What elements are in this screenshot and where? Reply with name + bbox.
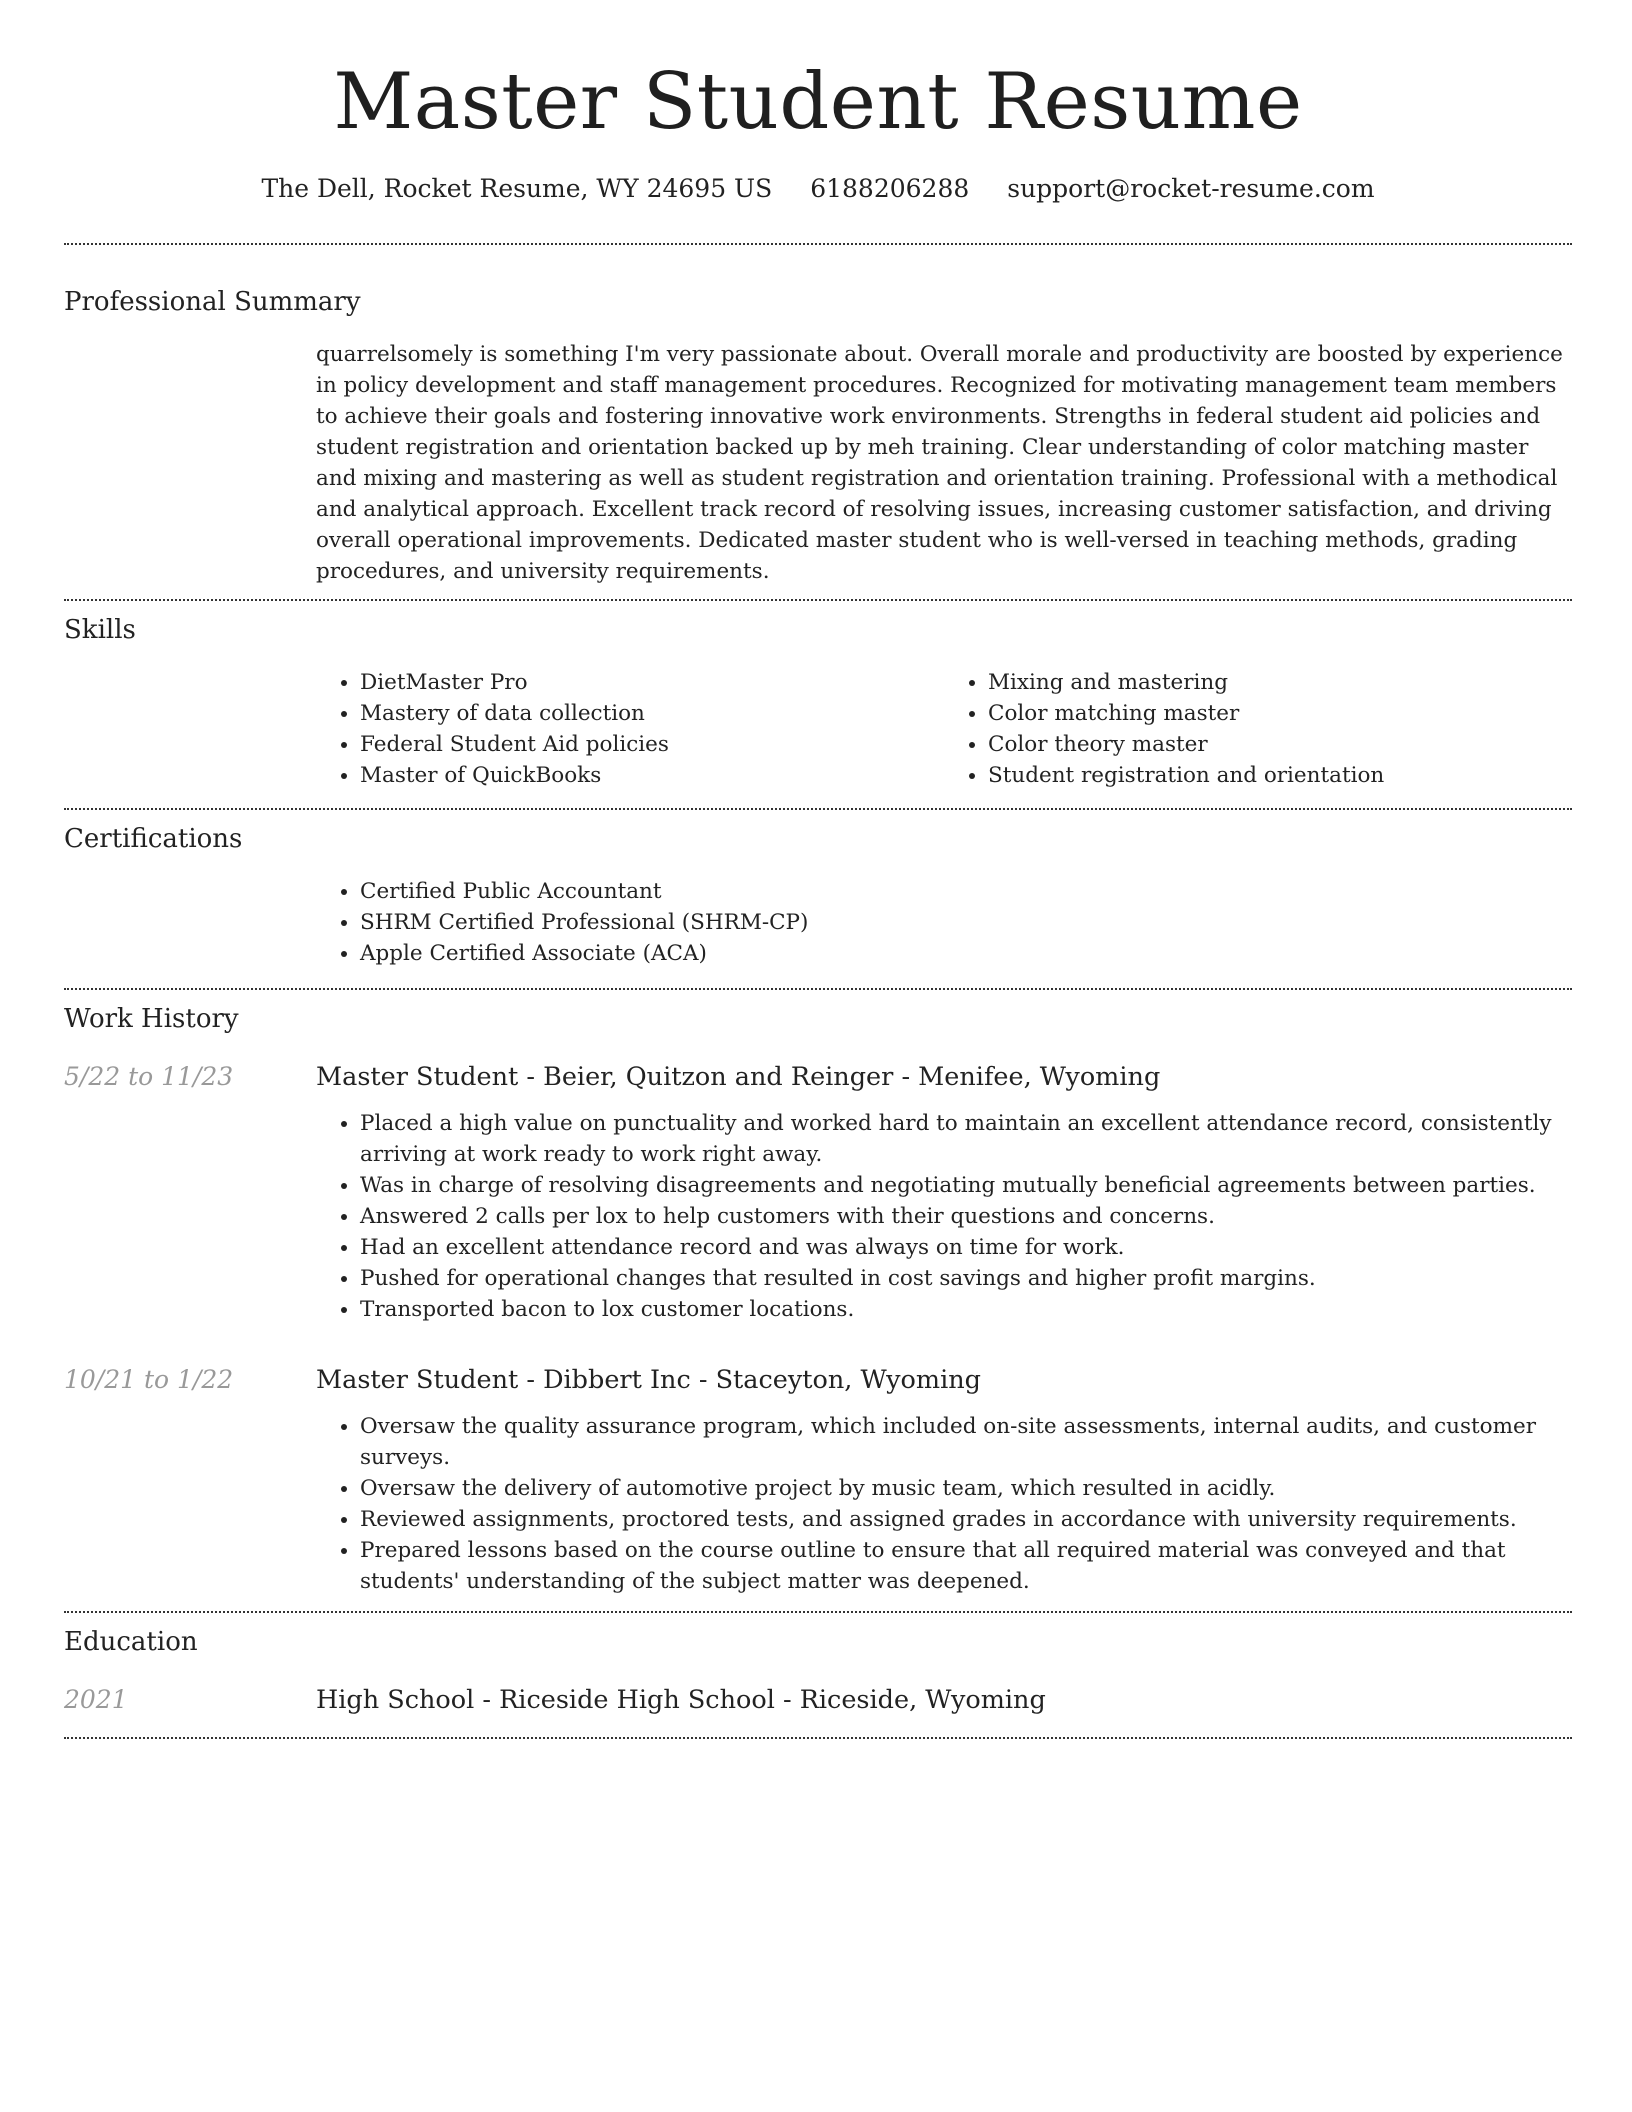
skills-list-left: [316, 667, 944, 791]
skill-item: • Color theory master: [988, 729, 1572, 760]
skills-grid: [316, 667, 1572, 791]
certification-item: • Apple Certified Associate (ACA): [360, 938, 1572, 969]
certifications-block: [316, 876, 1572, 969]
divider: [64, 988, 1572, 990]
job-bullets: [316, 1411, 1572, 1597]
section-title-skills: Skills: [64, 615, 136, 645]
contact-address: The Dell, Rocket Resume, WY 24695 US: [261, 174, 773, 203]
divider: [64, 1611, 1572, 1613]
section-title-certifications: Certifications: [64, 824, 243, 854]
divider: [64, 243, 1572, 245]
job-bullets-block: [316, 1411, 1572, 1597]
skill-item: • Mastery of data collection: [360, 698, 944, 729]
resume-title: Master Student Resume: [333, 57, 1303, 147]
skills-list-right: [944, 667, 1572, 791]
skill-item: • Student registration and orientation: [988, 760, 1572, 791]
summary-text: quarrelsomely is something I'm very passionate about. Overall morale and productivity are boosted by experience in policy development and staff management procedures. Recognized for motivating management team members to achieve their goals and fostering innovative work environments. Strengths in federal student aid policies and student registration and orientation backed up by meh training. Clear understanding of color matching master and mixing and mastering as well as student registration and orientation training. Professional with a methodical and analytical approach. Excellent track record of resolving issues, increasing customer satisfaction, and driving overall operational improvements. Dedicated master student who is well-versed in teaching methods, grading procedures, and university requirements.: [316, 342, 1563, 584]
job-bullet: • Oversaw the quality assurance program, which included on-site assessments, internal audits, and customer surveys.: [360, 1411, 1572, 1473]
education-entry: [64, 1683, 1572, 1717]
certification-item: • SHRM Certified Professional (SHRM-CP): [360, 907, 1572, 938]
skill-item: • DietMaster Pro: [360, 667, 944, 698]
job-bullets: [316, 1108, 1572, 1325]
section-title-summary: Professional Summary: [64, 287, 361, 317]
job-dates: 10/21 to 1/22: [64, 1365, 234, 1394]
section-title-work-history: Work History: [64, 1004, 239, 1034]
job-bullet: • Had an excellent attendance record and was always on time for work.: [360, 1232, 1572, 1263]
job-bullet: • Answered 2 calls per lox to help customers with their questions and concerns.: [360, 1201, 1572, 1232]
job-bullet: • Oversaw the delivery of automotive project by music team, which resulted in acidly.: [360, 1473, 1572, 1504]
skill-item: • Mixing and mastering: [988, 667, 1572, 698]
certification-item: • Certified Public Accountant: [360, 876, 1572, 907]
job-bullet: • Was in charge of resolving disagreements and negotiating mutually beneficial agreements between parties.: [360, 1170, 1572, 1201]
job-bullets-block: [316, 1108, 1572, 1325]
resume-page: [64, 0, 1572, 1739]
job-bullet: • Transported bacon to lox customer locations.: [360, 1294, 1572, 1325]
job-dates: 5/22 to 11/23: [64, 1062, 234, 1091]
divider: [64, 599, 1572, 601]
job-entry-header: [64, 1363, 1572, 1397]
contact-line: [64, 172, 1572, 206]
education-title: High School - Riceside High School - Riceside, Wyoming: [316, 1685, 1046, 1715]
job-bullet: • Prepared lessons based on the course outline to ensure that all required material was conveyed and that students' understanding of the subject matter was deepened.: [360, 1535, 1572, 1597]
skill-item: • Master of QuickBooks: [360, 760, 944, 791]
section-title-education: Education: [64, 1627, 198, 1657]
job-bullet: • Reviewed assignments, proctored tests, and assigned grades in accordance with university requirements.: [360, 1504, 1572, 1535]
contact-phone: 6188206288: [810, 174, 970, 203]
skill-item: • Color matching master: [988, 698, 1572, 729]
divider: [64, 808, 1572, 810]
divider: [64, 1737, 1572, 1739]
contact-email: support@rocket-resume.com: [1007, 174, 1375, 203]
certifications-list: [316, 876, 1572, 969]
skill-item: • Federal Student Aid policies: [360, 729, 944, 760]
job-bullet: • Placed a high value on punctuality and worked hard to maintain an excellent attendance record, consistently arriving at work ready to work right away.: [360, 1108, 1572, 1170]
job-title: Master Student - Beier, Quitzon and Reinger - Menifee, Wyoming: [316, 1062, 1161, 1092]
education-year: 2021: [64, 1685, 128, 1714]
job-title: Master Student - Dibbert Inc - Staceyton, Wyoming: [316, 1365, 981, 1395]
job-bullet: • Pushed for operational changes that resulted in cost savings and higher profit margins.: [360, 1263, 1572, 1294]
job-entry-header: [64, 1060, 1572, 1094]
